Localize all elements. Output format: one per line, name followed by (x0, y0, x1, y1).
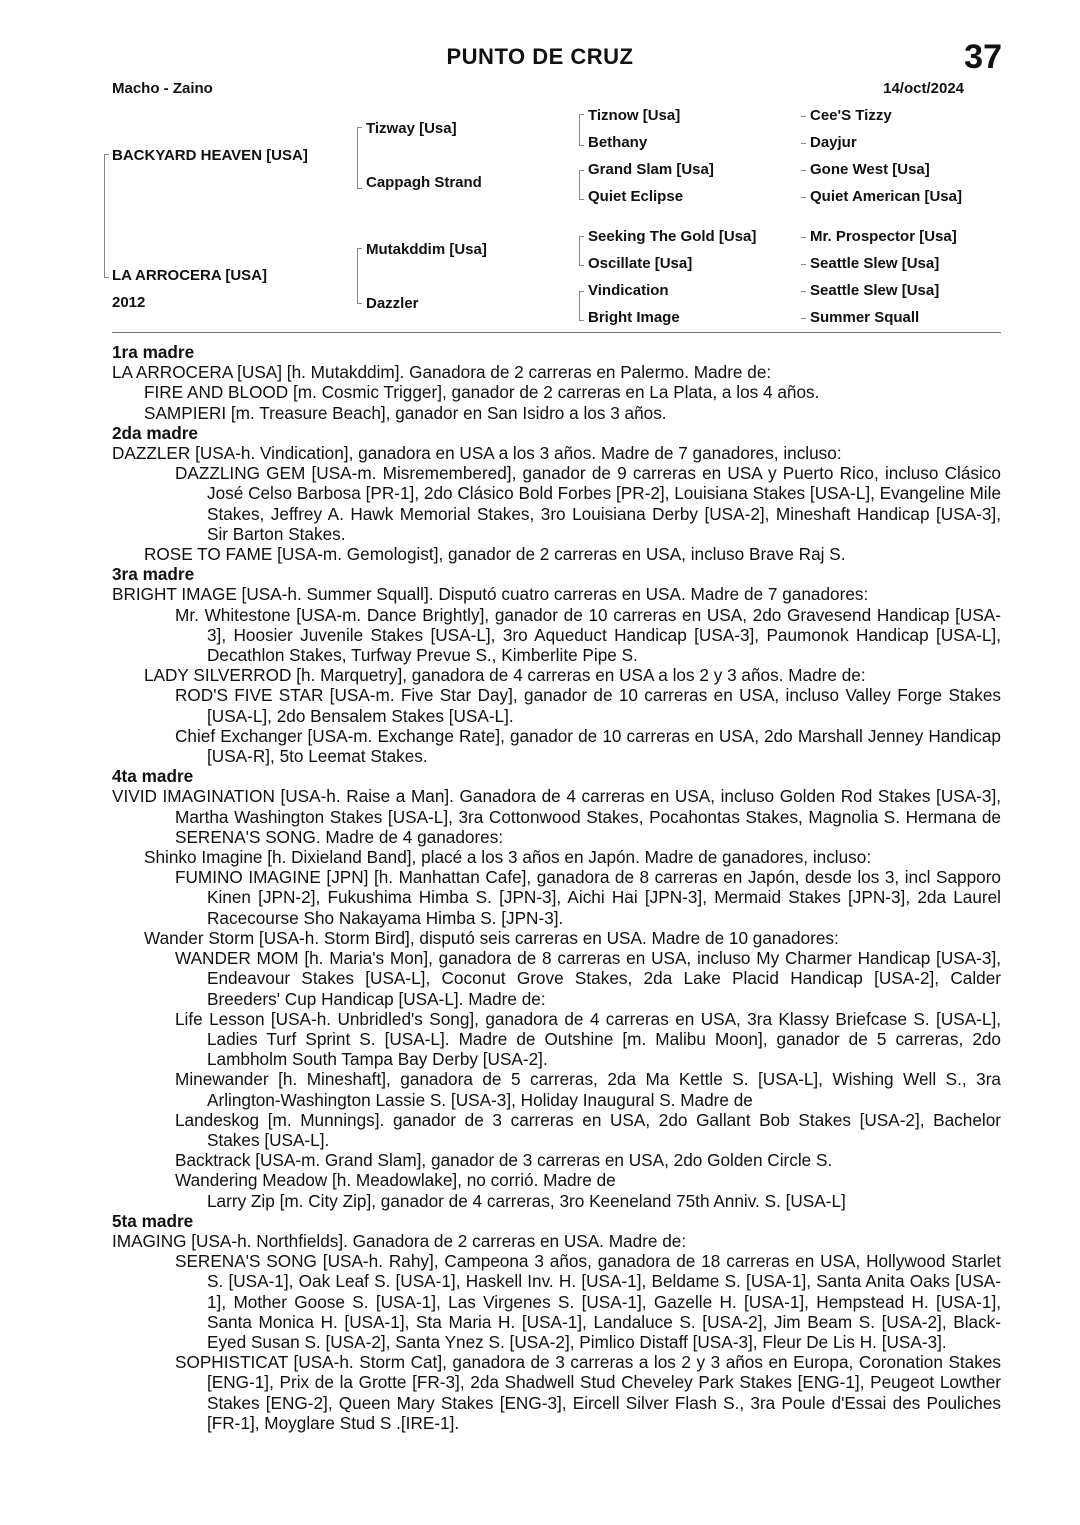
section-heading: 3ra madre (112, 564, 195, 585)
birth-year: 2012 (112, 294, 146, 311)
family-entry: ROSE TO FAME [USA-m. Gemologist], ganador de 2 carreras en USA, incluso Brave Raj S. (144, 544, 846, 565)
family-entry: IMAGING [USA-h. Northfields]. Ganadora de 2 carreras en USA. Madre de: (112, 1230, 687, 1251)
g4-4: Quiet American [Usa] (810, 188, 962, 205)
g3-3: Grand Slam [Usa] (588, 161, 714, 178)
dash (801, 197, 806, 198)
sire: BACKYARD HEAVEN [USA] (112, 147, 308, 164)
family-entry: Wander Storm [USA-h. Storm Bird], disputó seis carreras en USA. Madre de 10 ganadores: (144, 927, 839, 948)
family-entry: Landeskog [m. Munnings]. ganador de 3 carreras en USA, 2do Gallant Bob Stakes [USA-2], Bachelor Stakes [USA-L]. (175, 1109, 1001, 1150)
family-entry: FIRE AND BLOOD [m. Cosmic Trigger], ganador de 2 carreras en La Plata, a los 4 años. (144, 382, 820, 403)
g3-4: Quiet Eclipse (588, 188, 684, 205)
g4-2: Dayjur (810, 134, 857, 151)
g4-3: Gone West [Usa] (810, 161, 930, 178)
family-entry: Shinko Imagine [h. Dixieland Band], placé a los 3 años en Japón. Madre de ganadores, incluso: (144, 847, 872, 868)
family-entry: SOPHISTICAT [USA-h. Storm Cat], ganadora de 3 carreras a los 2 y 3 años en Europa, Coronation Stakes [ENG-1], Prix de la Grotte [FR-3], 2da Shadwell Stud Cheveley Park Stakes [ENG-1], Peugeot Lowther Stakes [ENG-2], Queen Mary Stakes [ENG-3], Eircell Silver Flash S., 3ra Poule d'Essai des Pouliches [FR-1], Moyglare Stud S .[IRE-1]. (175, 1352, 1001, 1433)
family-entry: VIVID IMAGINATION [USA-h. Raise a Man]. Ganadora de 4 carreras en USA, incluso Golden Rod Stakes [USA-3], Martha Washington Stakes [USA-L], 3ra Cottonwood Stakes, Pocahontas Stakes, Magnolia S. Hermana de SERENA'S SONG. Madre de 4 ganadores: (112, 786, 1001, 847)
dash (801, 291, 806, 292)
g4-1: Cee'S Tizzy (810, 107, 892, 124)
section-heading: 5ta madre (112, 1210, 194, 1231)
sex-color: Macho - Zaino (112, 80, 213, 97)
dam-dam: Dazzler (366, 295, 419, 312)
pedigree-bracket (579, 236, 584, 266)
g3-1: Tiznow [Usa] (588, 107, 681, 124)
pedigree-bracket (579, 114, 584, 146)
female-family (112, 342, 1001, 1433)
dash (801, 318, 806, 319)
g3-6: Oscillate [Usa] (588, 255, 693, 272)
g4-7: Seattle Slew [Usa] (810, 282, 940, 299)
family-entry: Larry Zip [m. City Zip], ganador de 4 carreras, 3ro Keeneland 75th Anniv. S. [USA-L] (207, 1190, 846, 1211)
catalog-date: 14/oct/2024 (883, 80, 964, 97)
dam: LA ARROCERA [USA] (112, 267, 267, 284)
pedigree-bracket (579, 170, 584, 200)
pedigree-bracket (579, 291, 584, 321)
family-entry: Minewander [h. Mineshaft], ganadora de 5 carreras, 2da Ma Kettle S. [USA-L], Wishing Well S., 3ra Arlington-Washington Lassie S. [USA-3], Holiday Inaugural S. Madre de (175, 1069, 1001, 1110)
g3-8: Bright Image (588, 309, 680, 326)
family-entry: LADY SILVERROD [h. Marquetry], ganadora de 4 carreras en USA a los 2 y 3 años. Madre de: (144, 665, 866, 686)
divider (112, 332, 1001, 333)
sire-sire: Tizway [Usa] (366, 120, 457, 137)
family-entry: Backtrack [USA-m. Grand Slam], ganador de 3 carreras en USA, 2do Golden Circle S. (175, 1150, 833, 1171)
family-entry: DAZZLER [USA-h. Vindication], ganadora en USA a los 3 años. Madre de 7 ganadores, incluso: (112, 443, 842, 464)
g3-5: Seeking The Gold [Usa] (588, 228, 757, 245)
dash (801, 143, 806, 144)
lot-number: 37 (964, 38, 1002, 76)
family-entry: Wandering Meadow [h. Meadowlake], no corrió. Madre de (175, 1170, 616, 1191)
g4-8: Summer Squall (810, 309, 920, 326)
g4-5: Mr. Prospector [Usa] (810, 228, 957, 245)
family-entry: Mr. Whitestone [USA-m. Dance Brightly], ganador de 10 carreras en USA, 2do Gravesend Handicap [USA-3], Hoosier Juvenile Stakes [USA-L], 3ro Aqueduct Handicap [USA-3], Paumonok Handicap [USA-L], Decathlon Stakes, Turfway Prevue S., Kimberlite Pipe S. (175, 604, 1001, 666)
family-entry: Life Lesson [USA-h. Unbridled's Song], ganadora de 4 carreras en USA, 3ra Klassy Briefcase S. [USA-L], Ladies Turf Sprint S. [USA-L]. Madre de Outshine [m. Malibu Moon], ganador de 5 carreras, 2do Lambholm South Tampa Bay Derby [USA-2]. (175, 1008, 1001, 1070)
pedigree-bracket (104, 154, 109, 278)
section-heading: 4ta madre (112, 766, 194, 787)
family-entry: ROD'S FIVE STAR [USA-m. Five Star Day], ganador de 10 carreras en USA, incluso Valley Forge Stakes [USA-L], 2do Bensalem Stakes [USA-L]. (175, 685, 1001, 726)
sire-dam: Cappagh Strand (366, 174, 482, 191)
dam-sire: Mutakddim [Usa] (366, 241, 487, 258)
dash (801, 264, 806, 265)
pedigree-bracket (357, 248, 362, 304)
g3-7: Vindication (588, 282, 669, 299)
dash (801, 170, 806, 171)
family-entry: LA ARROCERA [USA] [h. Mutakddim]. Ganadora de 2 carreras en Palermo. Madre de: (112, 362, 772, 383)
family-entry: Chief Exchanger [USA-m. Exchange Rate], ganador de 10 carreras en USA, 2do Marshall Jenney Handicap [USA-R], 5to Leemat Stakes. (175, 725, 1001, 767)
g4-6: Seattle Slew [Usa] (810, 255, 940, 272)
family-entry: BRIGHT IMAGE [USA-h. Summer Squall]. Disputó cuatro carreras en USA. Madre de 7 ganadores: (112, 584, 869, 605)
horse-name: PUNTO DE CRUZ (446, 44, 634, 69)
family-entry: WANDER MOM [h. Maria's Mon], ganadora de 8 carreras en USA, incluso My Charmer Handicap [USA-3], Endeavour Stakes [USA-L], Coconut Grove Stakes, 2da Lake Placid Handicap [USA-2], Calder Breeders' Cup Handicap [USA-L]. Madre de: (175, 948, 1001, 1009)
family-entry: SAMPIERI [m. Treasure Beach], ganador en San Isidro a los 3 años. (144, 402, 667, 423)
pedigree-bracket (357, 127, 362, 189)
dash (801, 116, 806, 117)
dash (801, 237, 806, 238)
family-entry: FUMINO IMAGINE [JPN] [h. Manhattan Cafe], ganadora de 8 carreras en Japón, desde los 3, incl Sapporo Kinen [JPN-2], Fukushima Himba S. [JPN-3], Aichi Hai [JPN-3], Mermaid Stakes [JPN-3], 2da Laurel Racecourse Sho Nakayama Himba S. [JPN-3]. (175, 867, 1001, 928)
section-heading: 1ra madre (112, 342, 195, 362)
section-heading: 2da madre (112, 422, 198, 443)
family-entry: SERENA'S SONG [USA-h. Rahy], Campeona 3 años, ganadora de 18 carreras en USA, Hollywood Starlet S. [USA-1], Oak Leaf S. [USA-1], Haskell Inv. H. [USA-1], Beldame S. [USA-1], Santa Anita Oaks [USA-1], Mother Goose S. [USA-1], Las Virgenes S. [USA-1], Gazelle H. [USA-1], Hempstead H. [USA-1], Santa Monica H. [USA-1], Sta Maria H. [USA-1], Landaluce S. [USA-2], Jim Beam S. [USA-2], Black-Eyed Susan S. [USA-2], Santa Ynez S. [USA-2], Pimlico Distaff [USA-3], Fleur De Lis H. [USA-3]. (175, 1251, 1001, 1352)
g3-2: Bethany (588, 134, 648, 151)
family-entry: DAZZLING GEM [USA-m. Misremembered], ganador de 9 carreras en USA y Puerto Rico, incluso Clásico José Celso Barbosa [PR-1], 2do Clásico Bold Forbes [PR-2], Louisiana Stakes [USA-L], Evangeline Mile Stakes, Jeffrey A. Hawk Memorial Stakes, 3ro Louisiana Derby [USA-2], Mineshaft Handicap [USA-3], Sir Barton Stakes. (175, 463, 1001, 544)
